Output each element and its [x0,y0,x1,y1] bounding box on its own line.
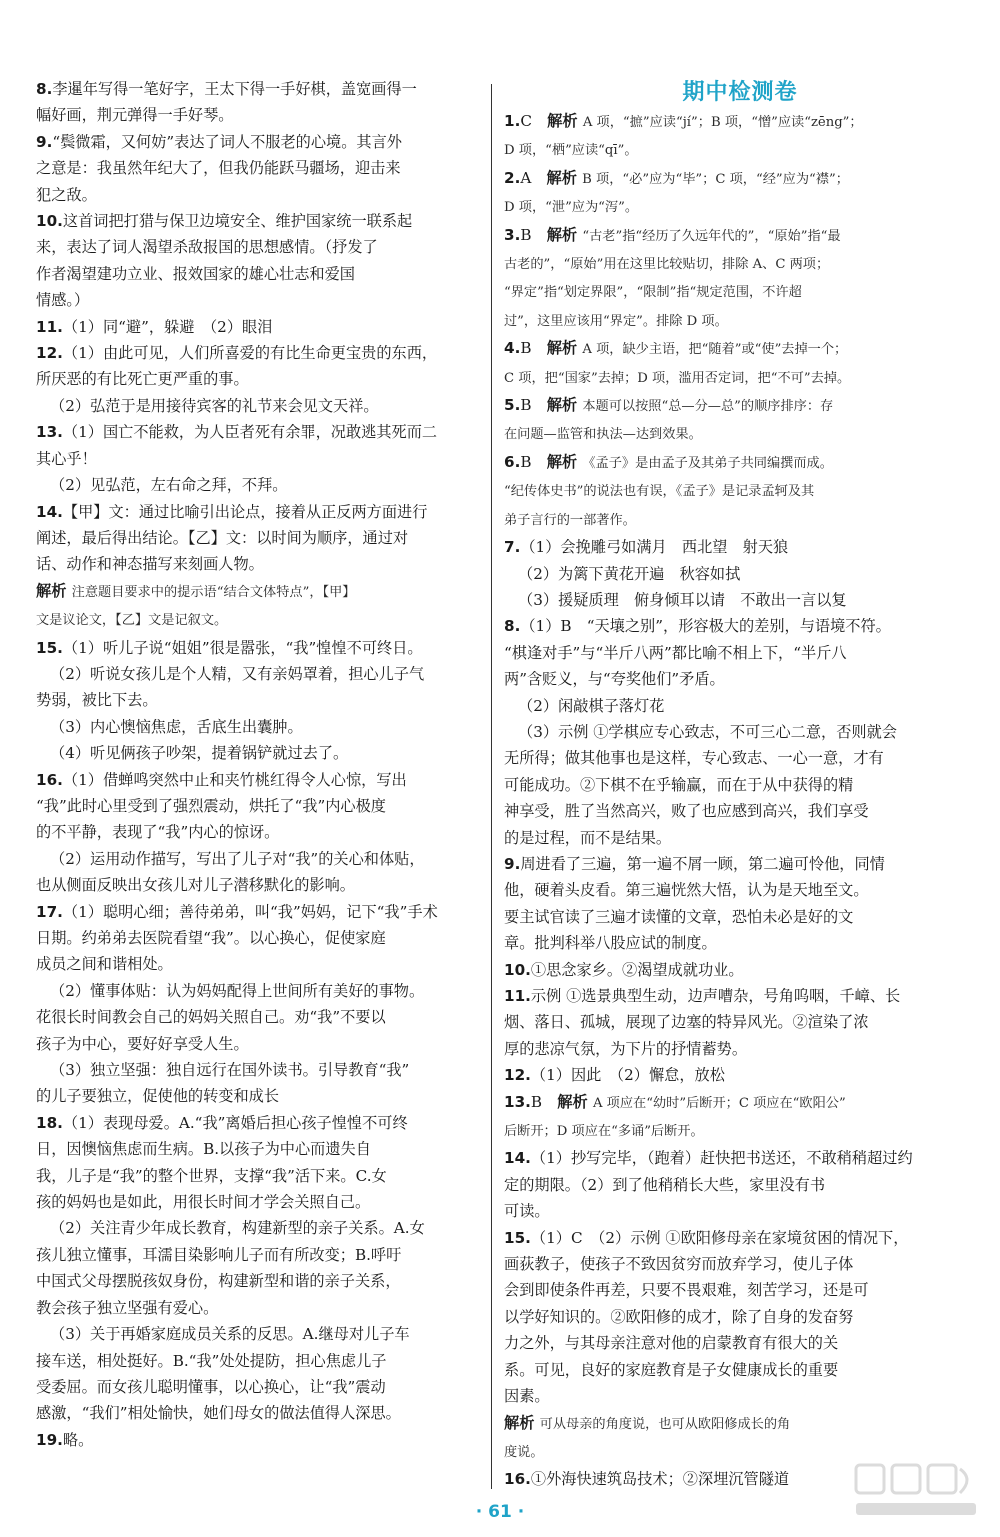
answer-text: （1）B “天壤之别”，形容极大的差别，与语境不符。 [520,617,891,636]
item-number: 15. [36,638,63,657]
answer-text: 因素。 [504,1387,550,1406]
answer-line [504,534,976,560]
answer-line [504,1410,976,1438]
answer-text: 势弱，被比下去。 [36,691,158,710]
answer-line [504,108,976,136]
answer-text: 系。可见，良好的家庭教育是子女健康成长的重要 [504,1360,839,1379]
answer-text: 略。 [62,1430,94,1449]
answer-line [36,182,508,208]
answer-line [36,925,508,951]
answer-line [504,613,976,639]
answer-text: 的是过程，而不是结果。 [504,828,672,847]
answer-item [504,613,976,851]
answer-text: 无所得；做其他事也是这样，专心致志、一心一意，才有 [504,749,884,768]
answer-text: “鬓微霜，又何妨”表达了词人不服老的心境。其言外 [52,132,402,151]
answer-text: （2）听说女孩儿是个人精，又有亲妈罩着，担心儿子气 [50,664,425,683]
answer-line [504,1251,976,1277]
answer-text: 示例 ①选景典型生动，边声嘈杂，号角呜咽，千嶂、长 [530,987,901,1005]
answer-text: （1）C （2）示例 ①欧阳修母亲在家境贫困的情况下， [530,1228,909,1247]
answer-text: 作者渴望建功立业、报效国家的雄心壮志和爱国 [36,264,355,283]
answer-line [36,525,508,551]
answer-line [504,640,976,666]
answer-text: （2）运用动作描写，写出了儿子对“我”的关心和体贴， [50,849,425,868]
analysis-tag: 解析 [531,452,583,471]
answer-line [504,1009,976,1035]
answer-text: 烟、落日、孤城，展现了边塞的特异风光。②渲染了浓 [504,1013,869,1032]
answer-text: （2）弘范于是用接待宾客的礼节来会见文天祥。 [50,396,379,415]
answer-text: 话、动作和神态描写来刻画人物。 [36,555,264,574]
answer-line [36,446,508,472]
left-column [36,76,508,1453]
item-number: 7. [504,538,521,557]
answer-line [36,606,508,634]
analysis-tag: 解析 [542,1092,593,1111]
item-number: 10. [504,960,531,979]
answer-line [504,1225,976,1251]
answer-line [504,930,976,956]
analysis-text: “界定”指“划定界限”，“限制”指“规定范围，不许超 [504,285,802,301]
answer-line [504,335,976,363]
answer-text: 定的期限。（2）到了他稍稍长大些，家里没有书 [504,1175,826,1194]
item-number: 9. [36,132,53,151]
answer-text: 其心乎！ [36,449,97,468]
analysis-tag: 解析 [531,112,583,130]
answer-line [36,1215,508,1241]
answer-text: A [520,168,532,187]
analysis-text: “纪传体史书”的说法也有误，《孟子》是记录孟轲及其 [504,484,815,500]
right-column [504,78,976,1493]
answer-line [504,1117,976,1145]
analysis-text: 注意题目要求中的提示语“结合文体特点”，【甲】 [71,584,356,600]
answer-line [36,472,508,498]
answer-text: 李暹年写得一笔好字，王太下得一手好棋，盖宽画得一 [52,80,417,98]
analysis-text: A 项应在“幼时”后断开；C 项应在“欧阳公” [592,1095,846,1111]
answer-text: （1）聪明心细；善待弟弟，叫“我”妈妈，记下“我”手术 [62,902,438,921]
answer-text: 教会孩子独立坚强有爱心。 [36,1298,219,1317]
answer-text: 孩子为中心，要好好享受人生。 [36,1034,249,1053]
answer-line [504,193,976,221]
answer-line [36,129,508,155]
answer-line [36,899,508,925]
answer-text: C [520,112,532,130]
answer-line [36,1348,508,1374]
analysis-tag: 解析 [531,339,583,358]
answer-text: 花很长时间教会自己的妈妈关照自己。劝“我”不要以 [36,1008,386,1027]
answer-text: 他，硬着头皮看。第三遍恍然大悟，认为是天地至文。 [504,881,869,900]
answer-text: 章。批判科举八股应试的制度。 [504,934,717,953]
answer-item [504,108,976,165]
answer-line [36,578,508,606]
analysis-text: A 项，缺少主语，把“随着”或“使”去掉一个； [582,342,848,358]
answer-item [504,1225,976,1467]
answer-item [36,129,508,208]
answer-text: 孩的妈妈也是如此，用很长时间才学会关照自己。 [36,1193,371,1212]
answer-text: 情感。） [36,291,90,310]
answer-item [36,314,508,340]
answer-line [504,1304,976,1330]
answer-line [504,477,976,505]
answer-line [36,76,508,102]
answer-text: （1）国亡不能救，为人臣者死有余罪，况敢逃其死而二 [62,423,438,442]
answer-item [36,899,508,1110]
answer-line [504,1198,976,1224]
answer-line [504,983,976,1009]
analysis-text: 本题可以按照“总—分—总”的顺序排序：存 [582,399,834,415]
answer-text: B [520,339,532,358]
answer-line [36,1136,508,1162]
answer-item [36,767,508,899]
item-number: 12. [36,344,63,363]
analysis-tag: 解析 [36,581,72,600]
analysis-tag: 解析 [504,1413,540,1432]
answer-text: 厚的悲凉气氛，为下片的抒情蓄势。 [504,1039,747,1058]
item-number: 15. [504,1228,531,1247]
answer-line [36,1083,508,1109]
analysis-text: A 项，“摭”应读“jí”；B 项，“憎”应读“zēng”； [582,115,863,130]
answer-line [504,745,976,771]
answer-line [36,1242,508,1268]
answer-line [36,261,508,287]
answer-text: 也从侧面反映出女孩儿对儿子潜移默化的影响。 [36,876,355,895]
answer-line [36,819,508,845]
answer-line [504,825,976,851]
answer-item [504,851,976,957]
answer-text: B [520,225,532,244]
answer-item [504,165,976,222]
answer-line [504,250,976,278]
answer-text: （3）内心懊恼焦虑，舌底生出囊肿。 [50,717,303,736]
answer-text: 会到即使条件再差，只要不畏艰难，刻苦学习，还是可 [504,1281,869,1300]
answer-text: “我”此时心里受到了强烈震动，烘托了“我”内心极度 [36,796,386,815]
item-number: 16. [504,1470,531,1489]
answer-text: 画荻教子，使孩子不致因贫穷而放弃学习，使儿子体 [504,1255,854,1274]
answer-item [36,499,508,635]
answer-text: 可能成功。②下棋不在乎输赢，而在于从中获得的精 [504,775,854,794]
answer-text: B [520,452,532,471]
answer-line [36,1295,508,1321]
answer-text: 要主试官读了三遍才读懂的文章，恐怕未必是好的文 [504,907,854,926]
answer-text: 接车送，相处挺好。B.“我”处处提防，担心焦虑儿子 [36,1351,387,1370]
answer-line [36,661,508,687]
answer-line [504,136,976,164]
answer-line [504,307,976,335]
answer-line [504,877,976,903]
answer-line [36,872,508,898]
item-number: 8. [36,80,53,98]
answer-line [504,851,976,877]
answer-text: （1）表现母爱。A.“我”离婚后担心孩子惶惶不可终 [62,1113,408,1132]
analysis-text: 后断开；D 项应在“多诵”后断开。 [504,1124,704,1140]
analysis-text: 度说。 [504,1444,544,1460]
answer-line [36,340,508,366]
item-number: 1. [504,112,521,130]
answer-text: （3）关于再婚家庭成员关系的反思。A.继母对儿子车 [50,1325,410,1344]
answer-item [36,76,508,129]
answer-item [504,957,976,983]
answer-text: 犯之敌。 [36,185,97,204]
answer-line [36,102,508,128]
answer-text: 之意是：我虽然年纪大了，但我仍能跃马疆场，迎击来 [36,159,401,178]
answer-text: （3）示例 ①学棋应专心致志，不可三心二意，否则就会 [518,722,897,741]
answer-text: 两”含贬义，与“夸奖他们”矛盾。 [504,670,725,689]
answer-text: 神享受，胜了当然高兴，败了也应感到高兴，我们享受 [504,802,869,821]
answer-line [504,693,976,719]
item-number: 4. [504,339,521,358]
answer-line [504,1357,976,1383]
answer-text: 所厌恶的有比死亡更严重的事。 [36,370,249,389]
answer-line [36,1004,508,1030]
answer-text: 周进看了三遍，第一遍不屑一顾，第二遍可怜他，同情 [520,854,885,873]
answer-item [36,419,508,498]
answer-line [504,1277,976,1303]
analysis-text: D 项，“泄”应为“泻”。 [504,200,639,216]
answer-line [504,364,976,392]
analysis-text: C 项，把“国家”去掉；D 项，滥用否定词，把“不可”去掉。 [504,370,851,386]
answer-line [504,165,976,193]
answer-line [504,561,976,587]
answer-line [504,587,976,613]
answer-text: 以学好知识的。②欧阳修的成才，除了自身的发奋努 [504,1307,854,1326]
item-number: 2. [504,168,521,187]
answer-line [504,1172,976,1198]
answer-line [36,1163,508,1189]
answer-text: （3）援疑质理 俯身倾耳以请 不敢出一言以复 [518,590,847,609]
answer-line [36,393,508,419]
answer-line [504,719,976,745]
answer-text: （4）听见俩孩子吵架，提着锅铲就过去了。 [50,744,349,763]
column-divider [491,84,492,1489]
answer-line [36,287,508,313]
answer-text: 感激，“我们”相处愉快，她们母女的做法值得人深思。 [36,1404,401,1423]
answer-line [504,1145,976,1171]
answer-line [504,222,976,250]
answer-text: （1）抄写完毕，（跑着）赶快把书送还，不敢稍稍超过约 [530,1149,913,1168]
answer-line [36,1110,508,1136]
answer-line [36,767,508,793]
answer-line [36,1400,508,1426]
answer-line [36,740,508,766]
item-number: 3. [504,225,521,244]
answer-line [36,1189,508,1215]
answer-text: （2）懂事体贴：认为妈妈配得上世间所有美好的事物。 [50,981,425,1000]
answer-text: （1）听儿子说“姐姐”很是嚣张，“我”惶惶不可终日。 [62,638,423,657]
answer-line [504,1383,976,1409]
answer-line [36,1268,508,1294]
answer-text: ①思念家乡。②渴望成就功业。 [530,960,744,979]
answer-line [504,1330,976,1356]
answer-text: 【甲】文：通过比喻引出论点，接着从正反两方面进行 [62,502,428,521]
answer-line [36,1374,508,1400]
answer-line [36,499,508,525]
answer-text: （1）由此可见，人们所喜爱的有比生命更宝贵的东西， [62,344,438,363]
answer-text: 受委屈。而女孩儿聪明懂事，以心换心，让“我”震动 [36,1377,386,1396]
answer-line [504,1036,976,1062]
answer-line [36,366,508,392]
answer-text: 阐述，最后得出结论。【乙】文：以时间为顺序，通过对 [36,528,409,547]
answer-item [504,392,976,449]
item-number: 16. [36,770,63,789]
answer-item [36,1110,508,1427]
answer-line [36,793,508,819]
answer-line [504,904,976,930]
answer-line [36,234,508,260]
answer-item [36,1427,508,1453]
analysis-tag: 解析 [531,168,583,187]
analysis-text: 《孟子》是由孟子及其弟子共同编撰而成。 [582,455,833,471]
watermark-logo [848,1455,988,1525]
answer-line [36,551,508,577]
answer-text: 幅好画，荆元弹得一手好琴。 [36,106,234,125]
answer-line [504,666,976,692]
answer-line [36,1427,508,1453]
answer-text: 的不平静，表现了“我”内心的惊讶。 [36,823,280,842]
item-number: 13. [36,423,63,442]
answer-text: B [530,1092,543,1111]
item-number: 10. [36,212,63,231]
answer-item [36,208,508,314]
item-number: 9. [504,854,521,873]
answer-line [504,772,976,798]
analysis-text: D 项，“栖”应读“qī”。 [504,143,638,159]
answer-text: （1）借蝉鸣突然中止和夹竹桃红得令人心惊，写出 [62,770,407,789]
answer-text: 可读。 [504,1202,550,1221]
answer-line [504,449,976,477]
answer-line [504,420,976,448]
answer-item [504,1062,976,1088]
analysis-text: 可从母亲的角度说，也可从欧阳修成长的角 [539,1416,791,1432]
answer-line [36,951,508,977]
answer-line [36,1321,508,1347]
answer-item [504,534,976,613]
item-number: 8. [504,617,521,636]
answer-text: 成员之间和谐相处。 [36,955,173,974]
item-number: 19. [36,1430,63,1449]
answer-line [36,978,508,1004]
section-title: 期中检测卷 [682,80,798,105]
answer-line [504,957,976,983]
answer-text: ①外海快速筑岛技术；②深埋沉管隧道 [530,1470,790,1489]
analysis-text: B 项，“必”应为“毕”；C 项，“经”应为“襟”； [582,171,849,187]
answer-line [36,846,508,872]
answer-line [36,635,508,661]
answer-line [504,1089,976,1117]
answer-line [36,687,508,713]
answer-item [504,983,976,1062]
answer-text: 来，表达了词人渴望杀敌报国的思想感情。（抒发了 [36,238,378,257]
answer-item [504,1089,976,1146]
answer-item [36,340,508,419]
answer-line [504,278,976,306]
analysis-text: 文是议论文，【乙】文是记叙文。 [36,613,228,629]
item-number: 17. [36,902,63,921]
answer-text: 日，因懊恼焦虑而生病。B.以孩子为中心而遗失自 [36,1140,371,1159]
item-number: 11. [504,987,531,1005]
analysis-text: 古老的”，“原始”用在这里比较贴切，排除 A、C 两项； [504,257,830,273]
answer-text: B [520,396,532,415]
answer-text: 力之外，与其母亲注意对他的启蒙教育有很大的关 [504,1334,839,1353]
answer-item [36,635,508,767]
answer-line [36,208,508,234]
answer-text: “棋逢对手”与“半斤八两”都比喻不相上下，“半斤八 [504,643,847,662]
answer-text: 我，儿子是“我”的整个世界，支撑“我”活下来。C.女 [36,1166,387,1185]
answer-line [36,314,508,340]
item-number: 11. [36,317,63,336]
answer-item [504,222,976,336]
item-number: 14. [36,502,63,521]
answer-text: 日期。约弟弟去医院看望“我”。以心换心，促使家庭 [36,929,386,947]
answer-text: （2）闲敲棋子落灯花 [518,696,665,715]
answer-line [504,506,976,534]
answer-line [36,714,508,740]
answer-text: （3）独立坚强：独自远行在国外读书。引导教育“我” [50,1061,410,1080]
answer-text: （2）关注青少年成长教育，构建新型的亲子关系。A.女 [50,1219,425,1238]
item-number: 5. [504,396,521,415]
analysis-text: 弟子言行的一部著作。 [504,512,636,528]
answer-text: （1）因此 （2）懈怠，放松 [530,1066,725,1085]
analysis-tag: 解析 [531,225,583,244]
answer-text: （2）见弘范，左右命之拜，不拜。 [50,476,288,495]
answer-text: 的儿子要独立，促使他的转变和成长 [36,1087,279,1106]
answer-text: 这首词把打猎与保卫边境安全、维护国家统一联系起 [62,212,413,231]
item-number: 18. [36,1113,63,1132]
answer-text: （1）同“避”，躲避 （2）眼泪 [62,317,273,336]
item-number: 13. [504,1092,531,1111]
answer-item [504,449,976,534]
answer-line [36,155,508,181]
answer-line [36,419,508,445]
answer-line [504,798,976,824]
answer-item [504,335,976,392]
analysis-tag: 解析 [531,396,583,415]
answer-line [504,392,976,420]
analysis-text: 过”，这里应该用“界定”。排除 D 项。 [504,313,728,329]
answer-item [504,1145,976,1224]
analysis-text: 在问题—监管和执法—达到效果。 [504,427,702,443]
answer-text: （2）为篱下黄花开遍 秋容如拭 [518,564,741,583]
item-number: 12. [504,1066,531,1085]
item-number: 14. [504,1149,531,1168]
answer-text: 孩儿独立懂事，耳濡目染影响儿子而有所改变；B.呼吁 [36,1245,402,1264]
answer-text: （1）会挽雕弓如满月 西北望 射天狼 [520,538,789,557]
answer-line [36,1057,508,1083]
answer-line [504,1062,976,1088]
answer-text: 中国式父母摆脱孩奴身份，构建新型和谐的亲子关系， [36,1272,401,1291]
page-number: · 61 · [475,1502,525,1522]
analysis-text: “古老”指“经历了久远年代的”，“原始”指“最 [582,228,841,244]
answer-line [36,1031,508,1057]
item-number: 6. [504,452,521,471]
